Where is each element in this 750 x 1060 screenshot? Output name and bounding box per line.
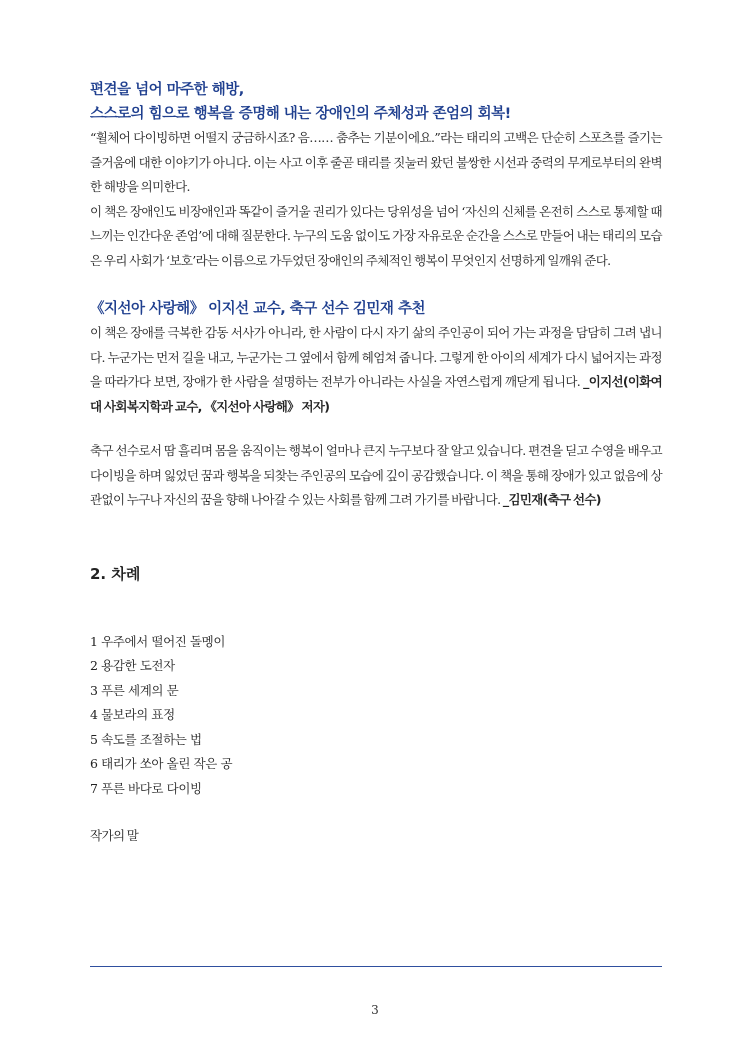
toc-item: 7 푸른 바다로 다이빙 xyxy=(90,780,202,796)
recommendation-2-text: 축구 선수로서 땀 흘리며 몸을 움직이는 행복이 얼마나 큰지 누구보다 잘 알고 있습니다. 편견을 딛고 수영을 배우고 다이빙을 하며 잃었던 꿈과 행복을 되찾는 주인공의 모습에 깊이 공감했습니다. 이 책을 통해 장애가 있고 없음에 상관없이 누구나 자신의 꿈을 향해 나아갈 수 있는 사회를 함께 그려 가기를 바랍니다. xyxy=(90,443,662,507)
toc-item: 2 용감한 도전자 xyxy=(90,658,175,673)
recommendation-1-signature: _이지선(이화여대 사회복지학과 교수, 《지선아 사랑해》 저자) xyxy=(90,374,662,414)
section1-paragraph-2: 이 책은 장애인도 비장애인과 똑같이 즐거울 권리가 있다는 당위성을 넘어 ‘자신의 신체를 온전히 스스로 통제할 때 느끼는 인간다운 존엄’에 대해 질문한다. 누구의 도움 없이도 가장 자유로운 순간을 스스로 만들어 내는 태리의 모습은 우리 사회가 ‘보호’라는 이름으로 가두었던 장애인의 주체적인 행복이 무엇인지 선명하게 일깨워 준다. xyxy=(90,203,662,268)
toc-item: 1 우주에서 떨어진 돌멩이 xyxy=(90,633,226,649)
recommendation-1-text: 이 책은 장애를 극복한 감동 서사가 아니라, 한 사람이 다시 자기 삶의 주인공이 되어 가는 과정을 담담히 그려 냅니다. 누군가는 먼저 길을 내고, 누군가는 그 옆에서 함께 헤엄쳐 줍니다. 그렇게 한 아이의 세계가 다시 넓어지는 과정을 따라가다 보면, 장애가 한 사람을 설명하는 전부가 아니라는 사실을 자연스럽게 깨닫게 됩니다. xyxy=(90,325,662,389)
section2-heading: 《지선아 사랑해》 이지선 교수, 축구 선수 김민재 추천 xyxy=(90,301,425,317)
toc-list xyxy=(90,630,662,802)
document-page xyxy=(90,78,662,849)
toc-item: 3 푸른 세계의 문 xyxy=(90,682,179,698)
toc-item: 6 태리가 쏘아 올린 작은 공 xyxy=(90,756,233,771)
recommendation-2-signature: _김민재(축구 선수) xyxy=(502,492,601,507)
footer-divider xyxy=(90,966,662,967)
toc-item: 4 물보라의 표정 xyxy=(90,707,175,722)
section1-heading-line2: 스스로의 힘으로 행복을 증명해 내는 장애인의 주체성과 존엄의 회복! xyxy=(90,106,511,122)
section1-heading-line1: 편견을 넘어 마주한 해방, xyxy=(90,82,244,98)
page-number: 3 xyxy=(371,1003,379,1017)
section1-paragraph-1: “휠체어 다이빙하면 어떨지 궁금하시죠? 음…… 춤추는 기분이에요.”라는 태리의 고백은 단순히 스포츠를 즐기는 즐거움에 대한 이야기가 아니다. 이는 사고 이후 줄곧 태리를 짓눌러 왔던 불쌍한 시선과 중력의 무게로부터의 완벽한 해방을 의미한다. xyxy=(90,130,662,194)
toc-title: 2. 차례 xyxy=(90,564,141,583)
recommendation-1 xyxy=(90,321,662,419)
recommendation-2 xyxy=(90,439,662,513)
toc-item: 5 속도를 조절하는 법 xyxy=(90,731,202,747)
toc-afterword: 작가의 말 xyxy=(90,828,139,843)
